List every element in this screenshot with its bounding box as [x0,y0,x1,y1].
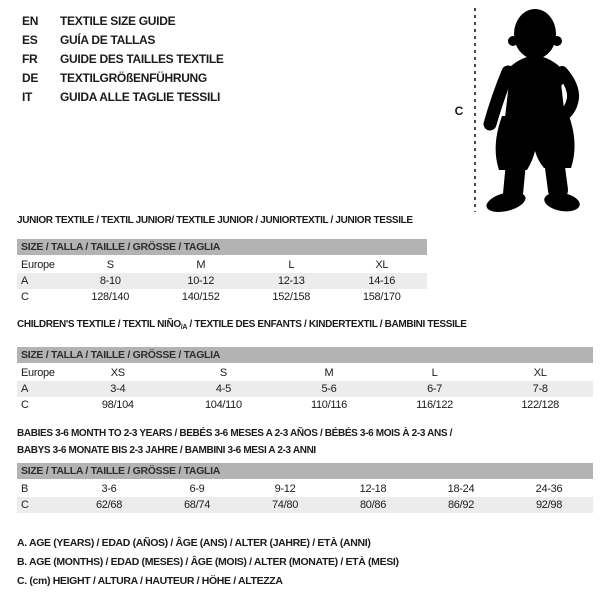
size-header-bar: SIZE / TALLA / TAILLE / GRÖSSE / TAGLIA [17,463,593,479]
junior-size-table [17,239,427,305]
babies-section-title [17,425,452,459]
size-cell: 110/116 [310,399,347,411]
height-measure-dashed-line [474,8,476,212]
language-code: EN [22,14,39,28]
size-cell: XS [110,367,125,379]
size-cell: 68/74 [183,499,211,511]
size-cell: L [288,259,295,271]
language-list [22,12,224,107]
language-title: GUIDE DES TAILLES TEXTILE [60,52,224,66]
children-title-subscript: /A [180,324,188,331]
row-label: C [21,399,29,411]
footnote-age-years: A. AGE (YEARS) / EDAD (AÑOS) / ÂGE (ANS) / ALTER (JAHRE) / ETÀ (ANNI) [17,537,371,549]
size-cell: 14-16 [368,275,396,287]
table-row [17,365,593,381]
language-row [22,88,224,107]
size-cell: 12-13 [277,275,305,287]
size-cell: 80/86 [359,499,387,511]
size-cell: 74/80 [271,499,299,511]
footnote-age-months: B. AGE (MONTHS) / EDAD (MESES) / ÂGE (MOIS) / ALTER (MONATE) / ETÀ (MESI) [17,556,399,568]
table-row [17,381,593,397]
size-cell: 18-24 [447,483,475,495]
size-cell: 9-12 [274,483,296,495]
size-cell: M [324,367,334,379]
size-cell: XL [533,367,547,379]
size-cell: 152/158 [272,291,311,303]
size-cell: 6-7 [427,383,443,395]
language-title: GUÍA DE TALLAS [60,33,156,47]
language-row [22,69,224,88]
language-code: ES [22,33,38,47]
height-measure-label: C [454,104,464,118]
size-cell: 5-6 [321,383,337,395]
size-cell: 128/140 [91,291,130,303]
size-cell: 3-4 [110,383,126,395]
children-section-title [17,319,467,331]
table-row [17,497,593,513]
size-cell: XL [375,259,389,271]
size-cell: 104/110 [204,399,242,411]
babies-title-line2: BABYS 3-6 MONATE BIS 2-3 JAHRE / BAMBINI 3-6 MESI A 2-3 ANNI [17,445,316,456]
size-cell: 7-8 [532,383,548,395]
size-cell: 116/122 [416,399,453,411]
size-cell: 10-12 [187,275,215,287]
size-cell: 24-36 [535,483,563,495]
size-cell: 158/170 [362,291,401,303]
row-label: A [21,383,29,395]
row-label: A [21,275,29,287]
language-code: IT [22,90,33,104]
babies-title-line1: BABIES 3-6 MONTH TO 2-3 YEARS / BEBÉS 3-6 MESES A 2-3 AÑOS / BÉBÉS 3-6 MOIS À 2-3 ANS / [17,428,453,439]
language-code: DE [22,71,39,85]
size-cell: M [196,259,206,271]
size-cell: 6-9 [189,483,205,495]
size-cell: S [106,259,114,271]
size-cell: S [219,367,227,379]
row-label: Europe [21,259,55,271]
size-cell: 3-6 [101,483,117,495]
size-cell: 62/68 [95,499,123,511]
size-cell: 12-18 [359,483,387,495]
junior-section-title: JUNIOR TEXTILE / TEXTIL JUNIOR/ TEXTILE JUNIOR / JUNIORTEXTIL / JUNIOR TESSILE [17,215,413,226]
size-cell: 86/92 [447,499,475,511]
table-row [17,273,427,289]
table-row [17,397,593,413]
size-cell: 140/152 [181,291,220,303]
table-row [17,289,427,305]
row-label: C [21,499,29,511]
size-cell: 4-5 [215,383,231,395]
language-title: TEXTILE SIZE GUIDE [60,14,176,28]
size-header-bar: SIZE / TALLA / TAILLE / GRÖSSE / TAGLIA [17,239,427,255]
children-title-pre: CHILDREN'S TEXTILE / TEXTIL NIÑO [17,319,181,330]
row-label: B [21,483,29,495]
language-row [22,50,224,69]
language-title: TEXTILGRÖßENFÜHRUNG [60,71,207,85]
language-code: FR [22,52,38,66]
footnotes [17,534,399,591]
table-row [17,257,427,273]
language-title: GUIDA ALLE TAGLIE TESSILI [60,90,221,104]
row-label: C [21,291,29,303]
row-label: Europe [21,367,55,379]
size-cell: 98/104 [101,399,134,411]
size-cell: 122/128 [521,399,559,411]
size-cell: 8-10 [99,275,121,287]
size-header-bar: SIZE / TALLA / TAILLE / GRÖSSE / TAGLIA [17,347,593,363]
footnote-height-cm: C. (cm) HEIGHT / ALTURA / HAUTEUR / HÖHE / ALTEZZA [17,575,283,587]
baby-silhouette-icon [478,4,596,214]
children-size-table [17,347,593,413]
language-row [22,12,224,31]
language-row [22,31,224,50]
size-cell: 92/98 [535,499,563,511]
table-row [17,481,593,497]
babies-size-table [17,463,593,513]
children-title-post: / TEXTILE DES ENFANTS / KINDERTEXTIL / BAMBINI TESSILE [187,319,467,330]
size-cell: L [431,367,438,379]
